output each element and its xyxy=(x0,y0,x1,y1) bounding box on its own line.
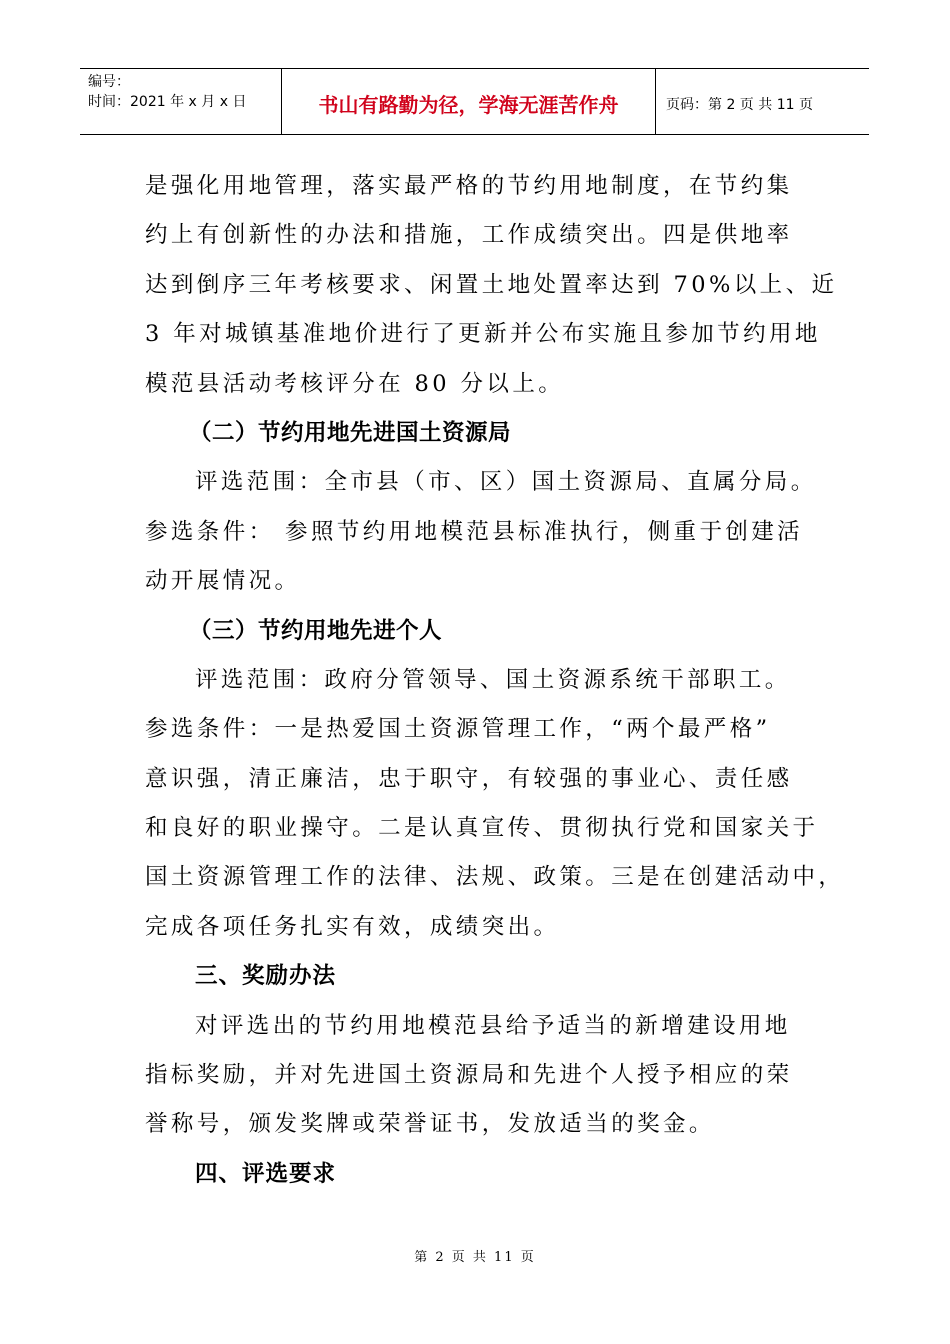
body-line: 参选条件： 参照节约用地模范县标准执行，侧重于创建活 xyxy=(145,518,804,545)
page-footer: 第 2 页 共 11 页 xyxy=(414,1250,536,1265)
body-line: 誉称号，颁发奖牌或荣誉证书，发放适当的奖金。 xyxy=(145,1111,715,1138)
document-header xyxy=(80,68,869,135)
body-line: 指标奖励，并对先进国土资源局和先进个人授予相应的荣 xyxy=(145,1062,793,1089)
body-line: 对评选出的节约用地模范县给予适当的新增建设用地 xyxy=(195,1012,791,1039)
body-line: 3 年对城镇基准地价进行了更新并公布实施且参加节约用地 xyxy=(145,321,821,348)
section-heading-advanced-individual: （三）节约用地先进个人 xyxy=(189,617,443,644)
section-heading-rewards: 三、奖励办法 xyxy=(195,963,337,990)
header-motto: 书山有路勤为径，学海无涯苦作舟 xyxy=(282,69,656,134)
document-time-label: 时间：2021 年 x 月 x 日 xyxy=(88,94,247,110)
body-line: 评选范围：政府分管领导、国土资源系统干部职工。 xyxy=(195,666,791,693)
section-heading-requirements: 四、评选要求 xyxy=(195,1160,337,1187)
body-line: 评选范围：全市县（市、区）国土资源局、直属分局。 xyxy=(195,469,817,496)
body-line: 模范县活动考核评分在 80 分以上。 xyxy=(145,370,565,397)
section-heading-advanced-bureau: （二）节约用地先进国土资源局 xyxy=(189,419,512,446)
body-line: 达到倒序三年考核要求、闲置土地处置率达到 70%以上、近 xyxy=(145,271,838,298)
document-body xyxy=(145,162,845,1199)
body-line: 意识强，清正廉洁，忠于职守，有较强的事业心、责任感 xyxy=(145,765,793,792)
body-line: 和良好的职业操守。二是认真宣传、贯彻执行党和国家关于 xyxy=(145,815,819,842)
header-page-info: 页码：第 2 页 共 11 页 xyxy=(666,96,813,113)
body-line: 动开展情况。 xyxy=(145,568,301,595)
header-meta-cell xyxy=(80,69,282,134)
body-line: 是强化用地管理，落实最严格的节约用地制度，在节约集 xyxy=(145,173,793,199)
body-line: 国土资源管理工作的法律、法规、政策。三是在创建活动中， xyxy=(145,864,845,891)
body-line: 参选条件：一是热爱国土资源管理工作，“两个最严格” xyxy=(145,716,771,743)
body-line: 完成各项任务扎实有效，成绩突出。 xyxy=(145,913,560,940)
document-number-label: 编号： xyxy=(88,74,130,90)
body-line: 约上有创新性的办法和措施，工作成绩突出。四是供地率 xyxy=(145,222,793,249)
